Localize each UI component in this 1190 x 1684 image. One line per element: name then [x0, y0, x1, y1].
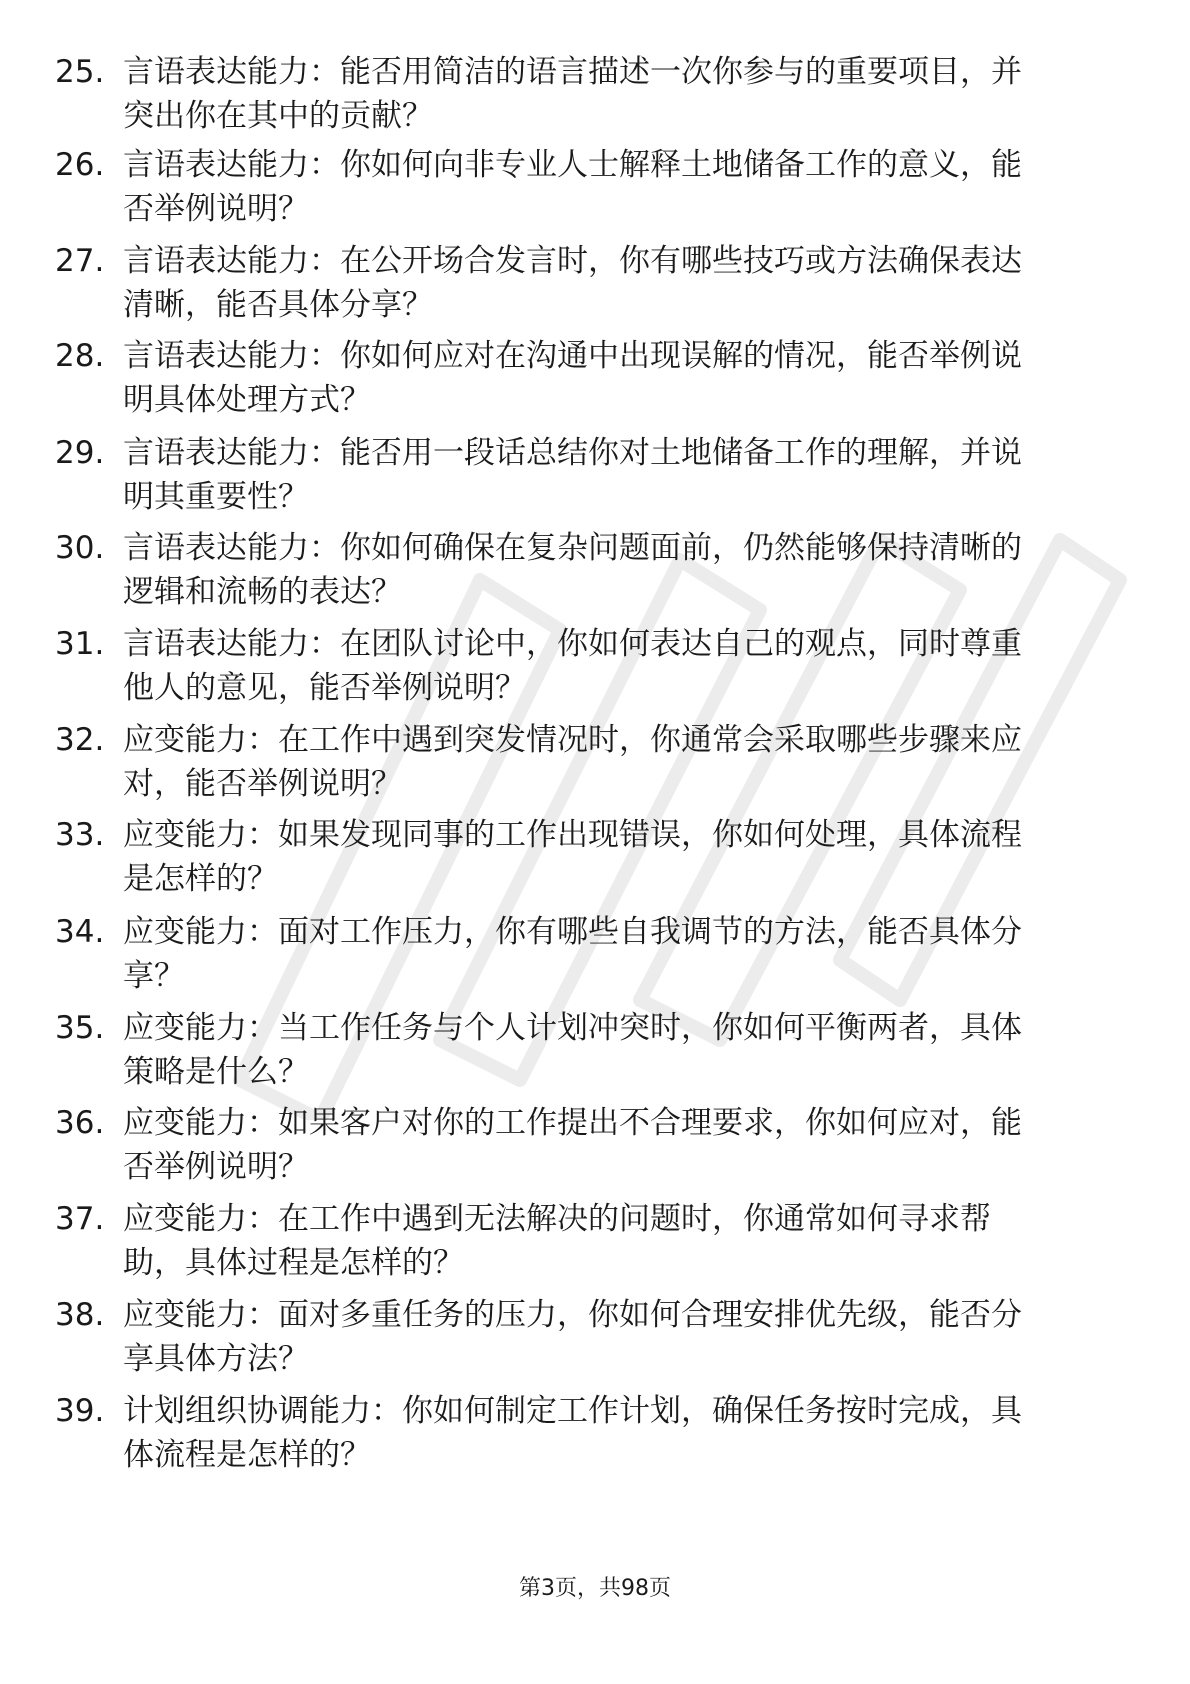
question-item-31: [55, 622, 1115, 710]
question-item-25: [55, 50, 1115, 138]
question-text: 言语表达能力：在公开场合发言时，你有哪些技巧或方法确保表达清晰，能否具体分享？: [123, 243, 1022, 323]
page-footer: 第3页，共98页: [519, 1576, 671, 1601]
question-number: 28.: [55, 338, 105, 374]
question-text: 应变能力：如果客户对你的工作提出不合理要求，你如何应对，能否举例说明？: [123, 1105, 1022, 1185]
question-item-28: [55, 334, 1115, 422]
question-item-26: [55, 143, 1115, 231]
question-item-33: [55, 813, 1115, 901]
question-number: 38.: [55, 1297, 105, 1333]
question-text: 应变能力：在工作中遇到突发情况时，你通常会采取哪些步骤来应对，能否举例说明？: [123, 722, 1022, 802]
question-number: 30.: [55, 530, 105, 566]
question-text: 应变能力：在工作中遇到无法解决的问题时，你通常如何寻求帮助，具体过程是怎样的？: [123, 1201, 991, 1281]
question-item-29: [55, 431, 1115, 519]
question-item-37: [55, 1197, 1115, 1285]
question-text: 言语表达能力：你如何向非专业人士解释土地储备工作的意义，能否举例说明？: [123, 147, 1022, 227]
question-text: 应变能力：如果发现同事的工作出现错误，你如何处理，具体流程是怎样的？: [123, 817, 1022, 897]
question-text: 言语表达能力：你如何应对在沟通中出现误解的情况，能否举例说明具体处理方式？: [123, 338, 1022, 418]
question-text: 言语表达能力：在团队讨论中，你如何表达自己的观点，同时尊重他人的意见，能否举例说明？: [123, 626, 1022, 706]
question-item-39: [55, 1389, 1115, 1477]
question-item-30: [55, 526, 1115, 614]
question-text: 计划组织协调能力：你如何制定工作计划，确保任务按时完成，具体流程是怎样的？: [123, 1393, 1022, 1473]
question-number: 35.: [55, 1010, 105, 1046]
question-item-35: [55, 1006, 1115, 1094]
question-number: 37.: [55, 1201, 105, 1237]
question-item-36: [55, 1101, 1115, 1189]
question-number: 33.: [55, 817, 105, 853]
question-number: 34.: [55, 914, 105, 950]
question-text: 应变能力：当工作任务与个人计划冲突时，你如何平衡两者，具体策略是什么？: [123, 1010, 1022, 1090]
question-number: 29.: [55, 435, 105, 471]
question-text: 应变能力：面对多重任务的压力，你如何合理安排优先级，能否分享具体方法？: [123, 1297, 1022, 1377]
question-number: 39.: [55, 1393, 105, 1429]
question-text: 言语表达能力：能否用简洁的语言描述一次你参与的重要项目，并突出你在其中的贡献？: [123, 54, 1022, 134]
question-text: 言语表达能力：能否用一段话总结你对土地储备工作的理解，并说明其重要性？: [123, 435, 1022, 515]
question-number: 36.: [55, 1105, 105, 1141]
question-number: 27.: [55, 243, 105, 279]
question-number: 31.: [55, 626, 105, 662]
question-item-32: [55, 718, 1115, 806]
question-item-34: [55, 910, 1115, 998]
question-text: 应变能力：面对工作压力，你有哪些自我调节的方法，能否具体分享？: [123, 914, 1022, 994]
question-number: 32.: [55, 722, 105, 758]
question-number: 25.: [55, 54, 105, 90]
question-number: 26.: [55, 147, 105, 183]
question-item-38: [55, 1293, 1115, 1381]
question-text: 言语表达能力：你如何确保在复杂问题面前，仍然能够保持清晰的逻辑和流畅的表达？: [123, 530, 1022, 610]
question-item-27: [55, 239, 1115, 327]
